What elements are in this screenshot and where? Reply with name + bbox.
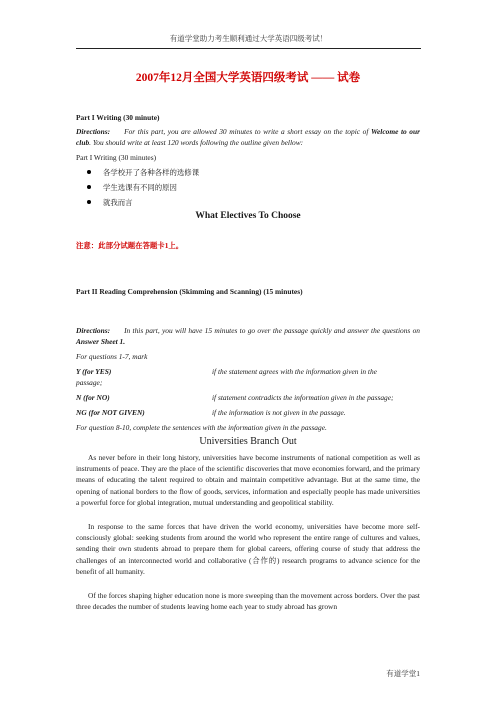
directions-text: In this part, you will have 15 minutes to go over the passage quickly and answer the questions on (124, 326, 420, 335)
page-footer: 有道学堂1 (386, 669, 420, 678)
part1-heading-2: Part I Writing (30 minutes) (76, 153, 157, 162)
bullet-icon (87, 200, 91, 204)
passage-paragraph: As never before in their long history, universities have become instruments of national competition as well as instruments of peace. They are the place of the scientific discoveries that move economies forward, and the primary means of educating the talent required to obtain and maintain competitive advantage. But at the same time, the opening of national borders to the flow of goods, services, information and especially people has made universities a powerful force for global integration, mutual understanding and geopolitical stability. (76, 453, 420, 507)
mark-row-not-given: NG (for NOT GIVEN) if the information is not given in the passage. (76, 408, 346, 417)
topic-text: Welcome to our club (76, 127, 420, 148)
bullet-item: 各学校开了各种各样的选修课 (87, 167, 199, 178)
mark-row-no: N (for NO) if statement contradicts the information given in the passage; (76, 393, 394, 402)
directions-label: Directions: (76, 326, 111, 335)
directions-text-2: . You should write at least 120 words following the outline given bellow: (89, 138, 304, 148)
bullet-item: 就我而言 (87, 197, 133, 208)
bullet-item: 学生选课有不同的原因 (87, 182, 177, 193)
passage-paragraph: Of the forces shaping higher education none is more sweeping than the movement across borders. Over the past three decades the number of students leaving home each year to study abroad has grown (76, 591, 420, 612)
bullet-icon (87, 185, 91, 189)
bullet-icon (87, 170, 91, 174)
mark-row-yes-cont: passage; (76, 378, 103, 387)
question-intro: For questions 1-7, mark (76, 352, 148, 361)
question-8-10: For question 8-10, complete the sentences with the information given in the passage. (76, 423, 327, 432)
part2-directions (76, 325, 420, 347)
answer-sheet-ref: Answer Sheet 1. (76, 337, 126, 347)
passage-paragraph: In response to the same forces that have driven the world economy, universities have become more self-consciously global: seeking students from around the world who represent the entire range of cultures and values, sending their own students abroad to prepare them for global careers, offering course of study that address the challenges of an interconnected world and collaborative (合作的) research programs to advance science for the benefit of all humanity. (76, 522, 420, 576)
page-title: 2007年12月全国大学英语四级考试 —— 试卷 (135, 72, 361, 84)
part1-heading: Part I Writing (30 minute) (76, 113, 160, 122)
answer-sheet-note: 注意：此部分试题在答题卡1上。 (76, 241, 184, 250)
part1-directions (76, 126, 420, 148)
part2-heading: Part II Reading Comprehension (Skimming and Scanning) (15 minutes) (76, 287, 303, 296)
essay-title: What Electives To Choose (195, 211, 301, 221)
page-header: 有道学堂助力考生顺利通过大学英语四级考试！ (76, 33, 421, 49)
directions-text: For this part, you are allowed 30 minutes to write a short essay on the topic of (124, 127, 369, 136)
mark-row-yes: Y (for YES) if the statement agrees with the information given in the (76, 367, 377, 376)
passage-title: Universities Branch Out (199, 436, 297, 447)
directions-label: Directions: (76, 127, 111, 136)
